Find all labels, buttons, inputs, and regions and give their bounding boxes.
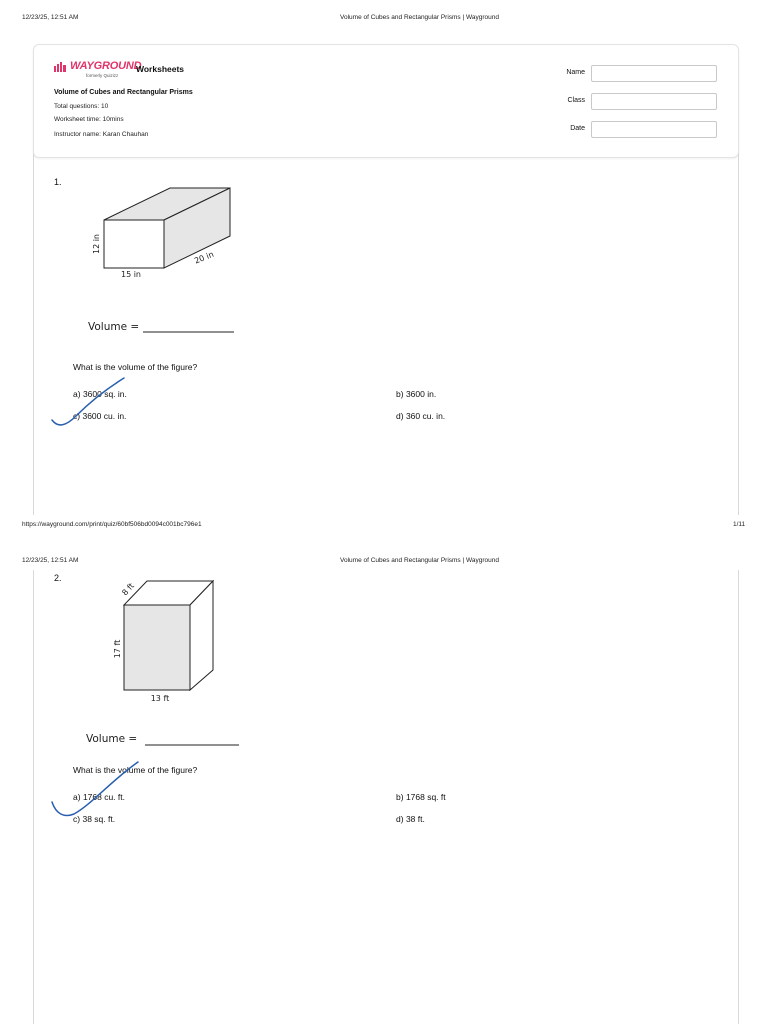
volume-label: Volume = — [88, 321, 140, 333]
question-2-option-d[interactable] — [396, 814, 425, 824]
option-letter: b) — [396, 389, 404, 399]
logo-text: WAYGROUND — [70, 60, 142, 72]
option-letter: a) — [73, 792, 81, 802]
print-page-title: Volume of Cubes and Rectangular Prisms | Wayground — [340, 14, 499, 21]
option-letter: d) — [396, 411, 404, 421]
handwritten-checkmark-icon — [46, 756, 146, 820]
worksheet-time: Worksheet time: 10mins — [54, 116, 124, 123]
handwritten-checkmark-icon — [46, 372, 130, 430]
option-text: 3600 cu. in. — [82, 411, 127, 421]
print-datetime: 12/23/25, 12:51 AM — [22, 557, 79, 564]
instructor-name: Instructor name: Karan Chauhan — [54, 131, 149, 138]
question-1-option-d[interactable] — [396, 411, 445, 421]
width-label: 13 ft — [150, 694, 170, 703]
name-label: Name — [566, 69, 585, 76]
option-letter: c) — [73, 411, 81, 421]
prism-front-face — [104, 220, 164, 268]
prism-front-face — [124, 605, 190, 690]
question-2-option-b[interactable] — [396, 792, 446, 802]
worksheets-label: Worksheets — [136, 64, 185, 74]
print-page-title: Volume of Cubes and Rectangular Prisms | Wayground — [340, 557, 499, 564]
height-label: 17 ft — [113, 639, 122, 659]
question-1-option-b[interactable] — [396, 389, 436, 399]
option-text: 3600 sq. in. — [82, 389, 127, 399]
option-text: 1768 cu. ft. — [82, 792, 125, 802]
date-label: Date — [570, 125, 585, 132]
question-1-number: 1. — [54, 177, 62, 187]
question-1-text: What is the volume of the figure? — [73, 362, 198, 372]
option-text: 1768 sq. ft — [405, 792, 446, 802]
wayground-logo-icon — [54, 62, 68, 72]
question-2-prism-figure — [80, 572, 260, 752]
option-text: 360 cu. in. — [405, 411, 446, 421]
worksheet-title: Volume of Cubes and Rectangular Prisms — [54, 89, 193, 96]
print-datetime: 12/23/25, 12:51 AM — [22, 14, 79, 21]
class-label: Class — [567, 97, 585, 104]
option-text: 38 ft. — [405, 814, 425, 824]
depth-label: 20 in — [193, 249, 216, 266]
width-label: 15 in — [120, 270, 142, 279]
total-questions: Total questions: 10 — [54, 103, 109, 110]
depth-label: 8 ft — [120, 581, 136, 598]
date-field[interactable] — [591, 121, 717, 138]
logo-subtext: formerly Quizizz — [86, 73, 119, 78]
option-text: 3600 in. — [405, 389, 437, 399]
option-letter: a) — [73, 389, 81, 399]
name-field[interactable] — [591, 65, 717, 82]
print-url: https://wayground.com/print/quiz/60bf506bd0094c001bc796e1 — [22, 521, 202, 528]
question-2-text: What is the volume of the figure? — [73, 765, 198, 775]
question-1-prism-figure — [80, 180, 260, 345]
volume-label: Volume = — [86, 733, 138, 745]
option-text: 38 sq. ft. — [82, 814, 116, 824]
question-2-number: 2. — [54, 573, 62, 583]
option-letter: d) — [396, 814, 404, 824]
height-label: 12 in — [92, 233, 101, 255]
worksheet-header — [33, 44, 739, 158]
class-field[interactable] — [591, 93, 717, 110]
option-letter: c) — [73, 814, 81, 824]
option-letter: b) — [396, 792, 404, 802]
print-page-number: 1/11 — [733, 521, 746, 528]
